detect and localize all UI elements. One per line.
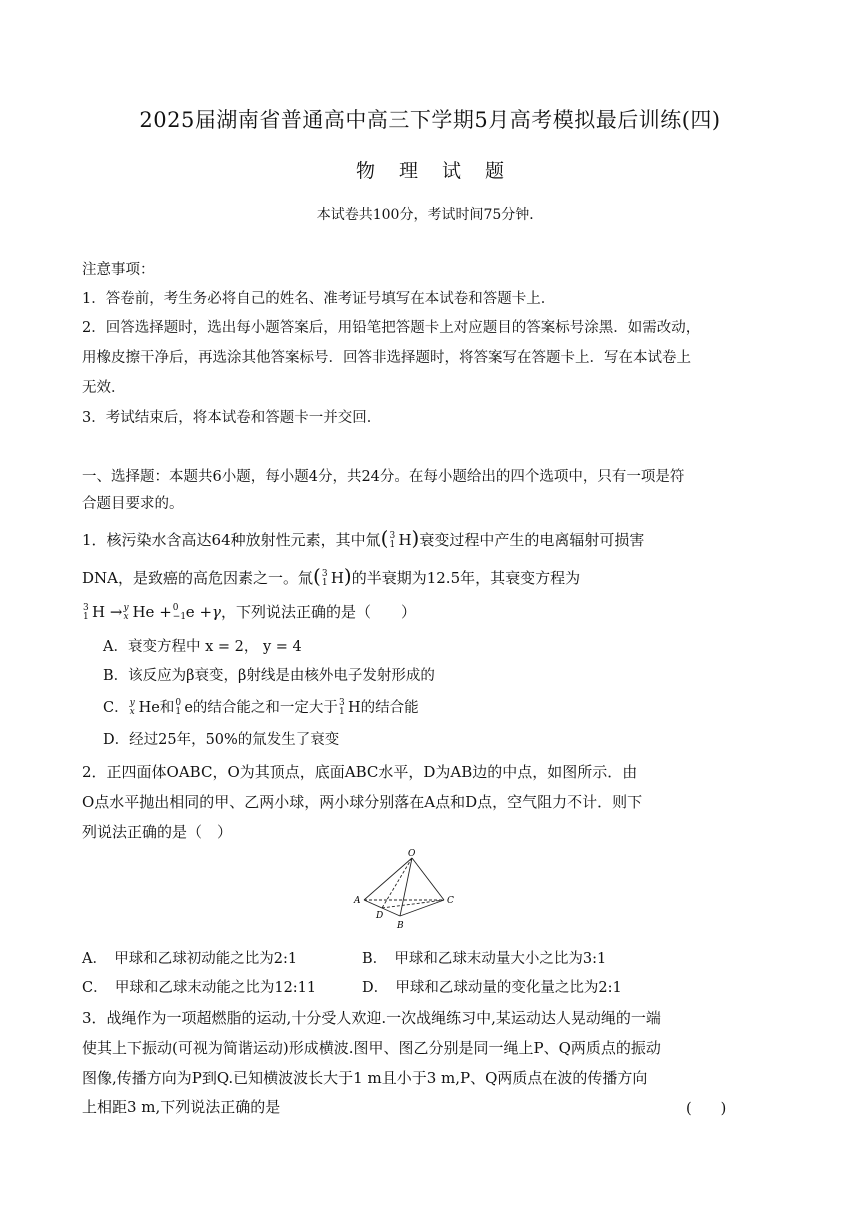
q2-line-2: O点水平抛出相同的甲、乙两小球，两小球分别落在A点和D点，空气阻力不计．则下: [82, 793, 643, 811]
q1-option-d: D．经过25年，50%的氚发生了衰变: [103, 732, 340, 748]
q1-line-3: ，下列说法正确的是（ ）: [221, 603, 417, 621]
q1-line-2a: DNA，是致癌的高危因素之一。氚: [82, 569, 313, 587]
notice-item-2-line-1: 2．回答选择题时，选出每小题答案后，用铅笔把答题卡上对应题目的答案标号涂黑．如需改动，: [82, 320, 701, 336]
q1-option-c: C． y x He和 0 1 e的结合能之和一定大于 3 1 H的结合能: [103, 698, 419, 717]
q3-line-4: 上相距3 m,下列说法正确的是: [82, 1098, 281, 1116]
label-C: C: [447, 896, 454, 906]
q1-option-b: B．该反应为β衰变，β射线是由核外电子发射形成的: [103, 668, 435, 684]
section-1-line-1: 一、选择题：本题共6小题，每小题4分，共24分。在每小题给出的四个选项中，只有一项是符: [82, 469, 685, 485]
tetrahedron-figure: [350, 848, 460, 938]
q3-answer-paren: ( ): [686, 1101, 727, 1117]
q2-line-3: 列说法正确的是（ ）: [82, 823, 233, 841]
q2-option-b: B． 甲球和乙球末动量大小之比为3:1: [362, 951, 607, 967]
q3-line-2: 使其上下振动(可视为简谐运动)形成横波.图甲、图乙分别是同一绳上P、Q两质点的振动: [82, 1039, 661, 1057]
section-1-line-2: 合题目要求的。: [82, 496, 184, 512]
q2-option-a: A． 甲球和乙球初动能之比为2:1: [82, 951, 298, 967]
q2-option-d: D． 甲球和乙球动量的变化量之比为2:1: [362, 980, 622, 996]
exam-meta: 本试卷共100分，考试时间75分钟．: [316, 207, 544, 223]
q2-option-c: C． 甲球和乙球末动能之比为12:11: [82, 980, 317, 996]
q1-line-1a: 1．核污染水含高达64种放射性元素，其中氚: [82, 531, 381, 549]
q1-line-1b: 衰变过程中产生的电离辐射可损害: [419, 531, 645, 549]
subject-title: 物 理 试 题: [355, 160, 505, 182]
q1-line-2b: 的半衰期为12.5年，其衰变方程为: [351, 569, 581, 587]
q3-line-3: 图像,传播方向为P到Q.已知横波波长大于1 m且小于3 m,P、Q两质点在波的传播方向: [82, 1069, 648, 1087]
q1-option-a: A．衰变方程中 x = 2， y = 4: [103, 639, 302, 655]
q1-decay-equation: 3 1 H → y x He + 0 −1 e +γ，下列说法正确的是（ ）: [83, 603, 417, 622]
q3-line-1: 3．战绳作为一项超燃脂的运动,十分受人欢迎.一次战绳练习中,某运动达人晃动绳的一端: [82, 1009, 661, 1027]
exam-title: 2025届湖南省普通高中高三下学期5月高考模拟最后训练(四): [139, 108, 721, 132]
q1-line-1: 1．核污染水含高达64种放射性元素，其中氚( 3 1 H)衰变过程中产生的电离辐射可损害: [82, 526, 645, 550]
tritium-nuclide: 3 1: [389, 531, 396, 550]
notice-item-1: 1．答卷前，考生务必将自己的姓名、准考证号填写在本试卷和答题卡上．: [82, 291, 556, 307]
notice-item-2-line-3: 无效．: [82, 380, 126, 396]
label-O: O: [408, 849, 416, 859]
notice-item-2-line-2: 用橡皮擦干净后，再选涂其他答案标号．回答非选择题时，将答案写在答题卡上．写在本试卷上: [82, 350, 691, 366]
tritium-nuclide-2: 3 1: [321, 569, 328, 588]
notice-item-3: 3．考试结束后，将本试卷和答题卡一并交回．: [82, 410, 382, 426]
label-D: D: [376, 911, 384, 921]
label-A: A: [354, 896, 361, 906]
q2-line-1: 2．正四面体OABC，O为其顶点，底面ABC水平，D为AB边的中点，如图所示．由: [82, 763, 638, 781]
q1-line-2: DNA，是致癌的高危因素之一。氚( 3 1 H)的半衰期为12.5年，其衰变方程为: [82, 564, 581, 588]
notice-heading: 注意事项：: [82, 262, 155, 278]
label-B: B: [397, 921, 404, 931]
